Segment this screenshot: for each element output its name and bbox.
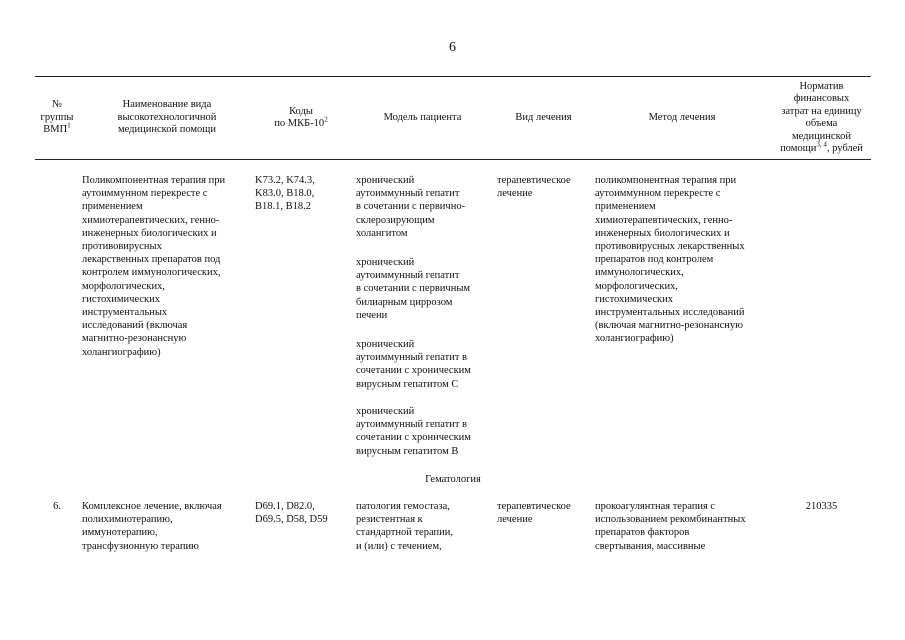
patient-model-2: хронический аутоиммунный гепатит в сочетании с первичным билиарным циррозом печени	[356, 257, 471, 321]
patient-model-4: хронический аутоиммунный гепатит в сочетании с хроническим вирусным гепатитом B	[356, 406, 471, 457]
row-6-method: прокоагулянтная терапия с использованием рекомбинантных препаратов факторов свертывания, массивные	[595, 501, 746, 552]
row-6-patient-model: патология гемостаза, резистентная к стандартной терапии, и (или) с течением,	[356, 501, 453, 552]
row-6-codes: D69.1, D82.0, D69.5, D58, D59	[255, 501, 328, 526]
header-patient-model: Модель пациента	[383, 111, 462, 123]
header-treatment-type: Вид лечения	[515, 111, 572, 123]
patient-model-1: хронический аутоиммунный гепатит в сочетании с первично- склерозирующим холангитом	[356, 175, 466, 239]
header-group-number: № группы ВМП$^1$	[40, 99, 74, 136]
section-title: Гематология	[425, 474, 481, 485]
row-continued-method: поликомпонентная терапия при аутоиммунном перекресте с применением химиотерапевтических, генно- инженерных биологических и противовирусных лекарственных препаратов под контролем иммунологических, морфологических, гистохимических инструментальных исследований (включая магнитно-резонансную холангиографию)	[595, 175, 745, 345]
header-treatment-method: Метод лечения	[648, 111, 716, 123]
header-vmp-name: Наименование вида высокотехнологичной медицинской помощи	[117, 99, 217, 136]
patient-model-3: хронический аутоиммунный гепатит в сочетании с хроническим вирусным гепатитом C	[356, 339, 471, 390]
header-mkb-codes: Коды по МКБ-$10^2$	[274, 105, 328, 129]
row-continued-name: Поликомпонентная терапия при аутоиммунном перекресте с применением химиотерапевтических, генно- инженерных биологических и противовирусных лекарственных препаратов под контролем иммунологических, морфологических, гистохимических инструментальных исследований (включая магнитно-резонансную холангиографию)	[82, 175, 226, 358]
row-6-number: 6.	[53, 501, 61, 512]
page-number: 6	[449, 40, 456, 55]
table-header-bottom-rule	[35, 159, 871, 160]
row-6-cost: 210335	[805, 501, 838, 512]
row-6-treatment-type: терапевтическое лечение	[497, 501, 571, 526]
header-normative: Норматив финансовых затрат на единицу объема медицинской помощи$^{3, 4}$, рублей	[780, 80, 863, 154]
row-6-name: Комплексное лечение, включая полихимиотерапию, иммунотерапию, трансфузионную терапию	[82, 501, 222, 552]
row-continued-treatment-type: терапевтическое лечение	[497, 175, 571, 200]
row-continued-codes: K73.2, K74.3, K83.0, B18.0, B18.1, B18.2	[255, 175, 315, 213]
